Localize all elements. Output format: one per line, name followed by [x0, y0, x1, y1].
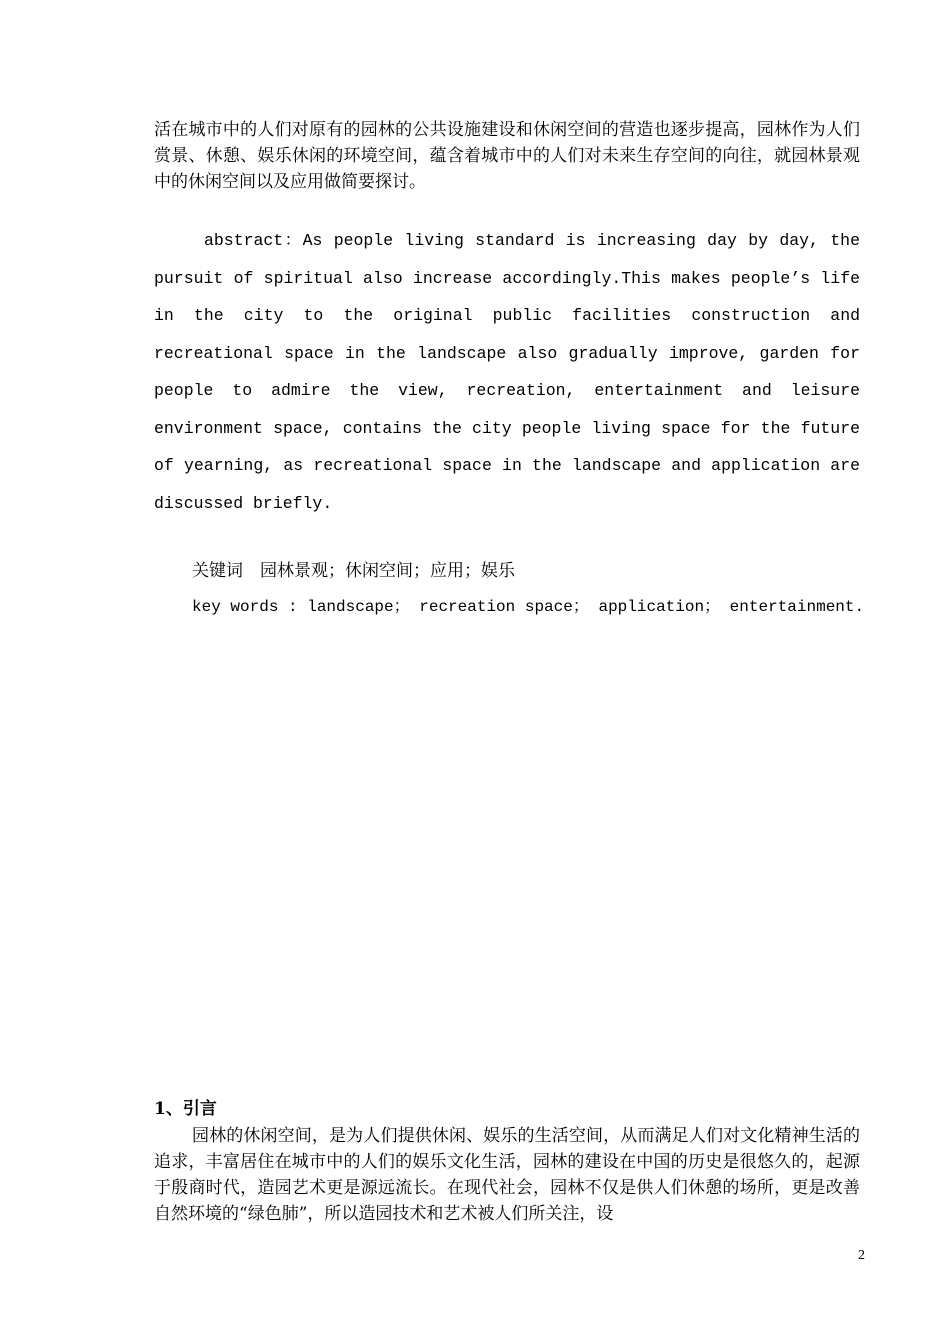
keywords-zh: 关键词 园林景观；休闲空间；应用；娱乐: [192, 561, 515, 581]
keywords-en: key words : landscape； recreation space； application； entertainment.: [192, 598, 865, 616]
continuation-paragraph-block: [154, 117, 860, 195]
section-heading: 1、引言: [154, 1099, 217, 1119]
intro-paragraph: 园林的休闲空间，是为人们提供休闲、娱乐的生活空间，从而满足人们对文化精神生活的追求，丰富居住在城市中的人们的娱乐文化生活，园林的建设在中国的历史是很悠久的，起源于殷商时代，造园艺术更是源远流长。在现代社会，园林不仅是供人们休憩的场所，更是改善自然环境的“绿色肺”，所以造园技术和艺术被人们所关注，设: [154, 1126, 860, 1224]
continuation-paragraph: 活在城市中的人们对原有的园林的公共设施建设和休闲空间的营造也逐步提高，园林作为人们赏景、休憩、娱乐休闲的环境空间，蕴含着城市中的人们对未来生存空间的向往，就园林景观中的休闲空间以及应用做简要探讨。: [154, 120, 860, 192]
abstract-en: abstract：As people living standard is increasing day by day, the pursuit of spiritual also increase accordingly.This makes people’s life in the city to the original public facilities construction and recreational space in the landscape also gradually improve, garden for people to admire the view, recreation, entertainment and leisure environment space, contains the city people living space for the future of yearning, as recreational space in the landscape and application are discussed briefly.: [154, 231, 860, 513]
keywords-block: [154, 553, 865, 625]
abstract-en-block: [154, 222, 860, 522]
page-number: 2: [858, 1248, 865, 1263]
introduction-section: [154, 1095, 860, 1227]
